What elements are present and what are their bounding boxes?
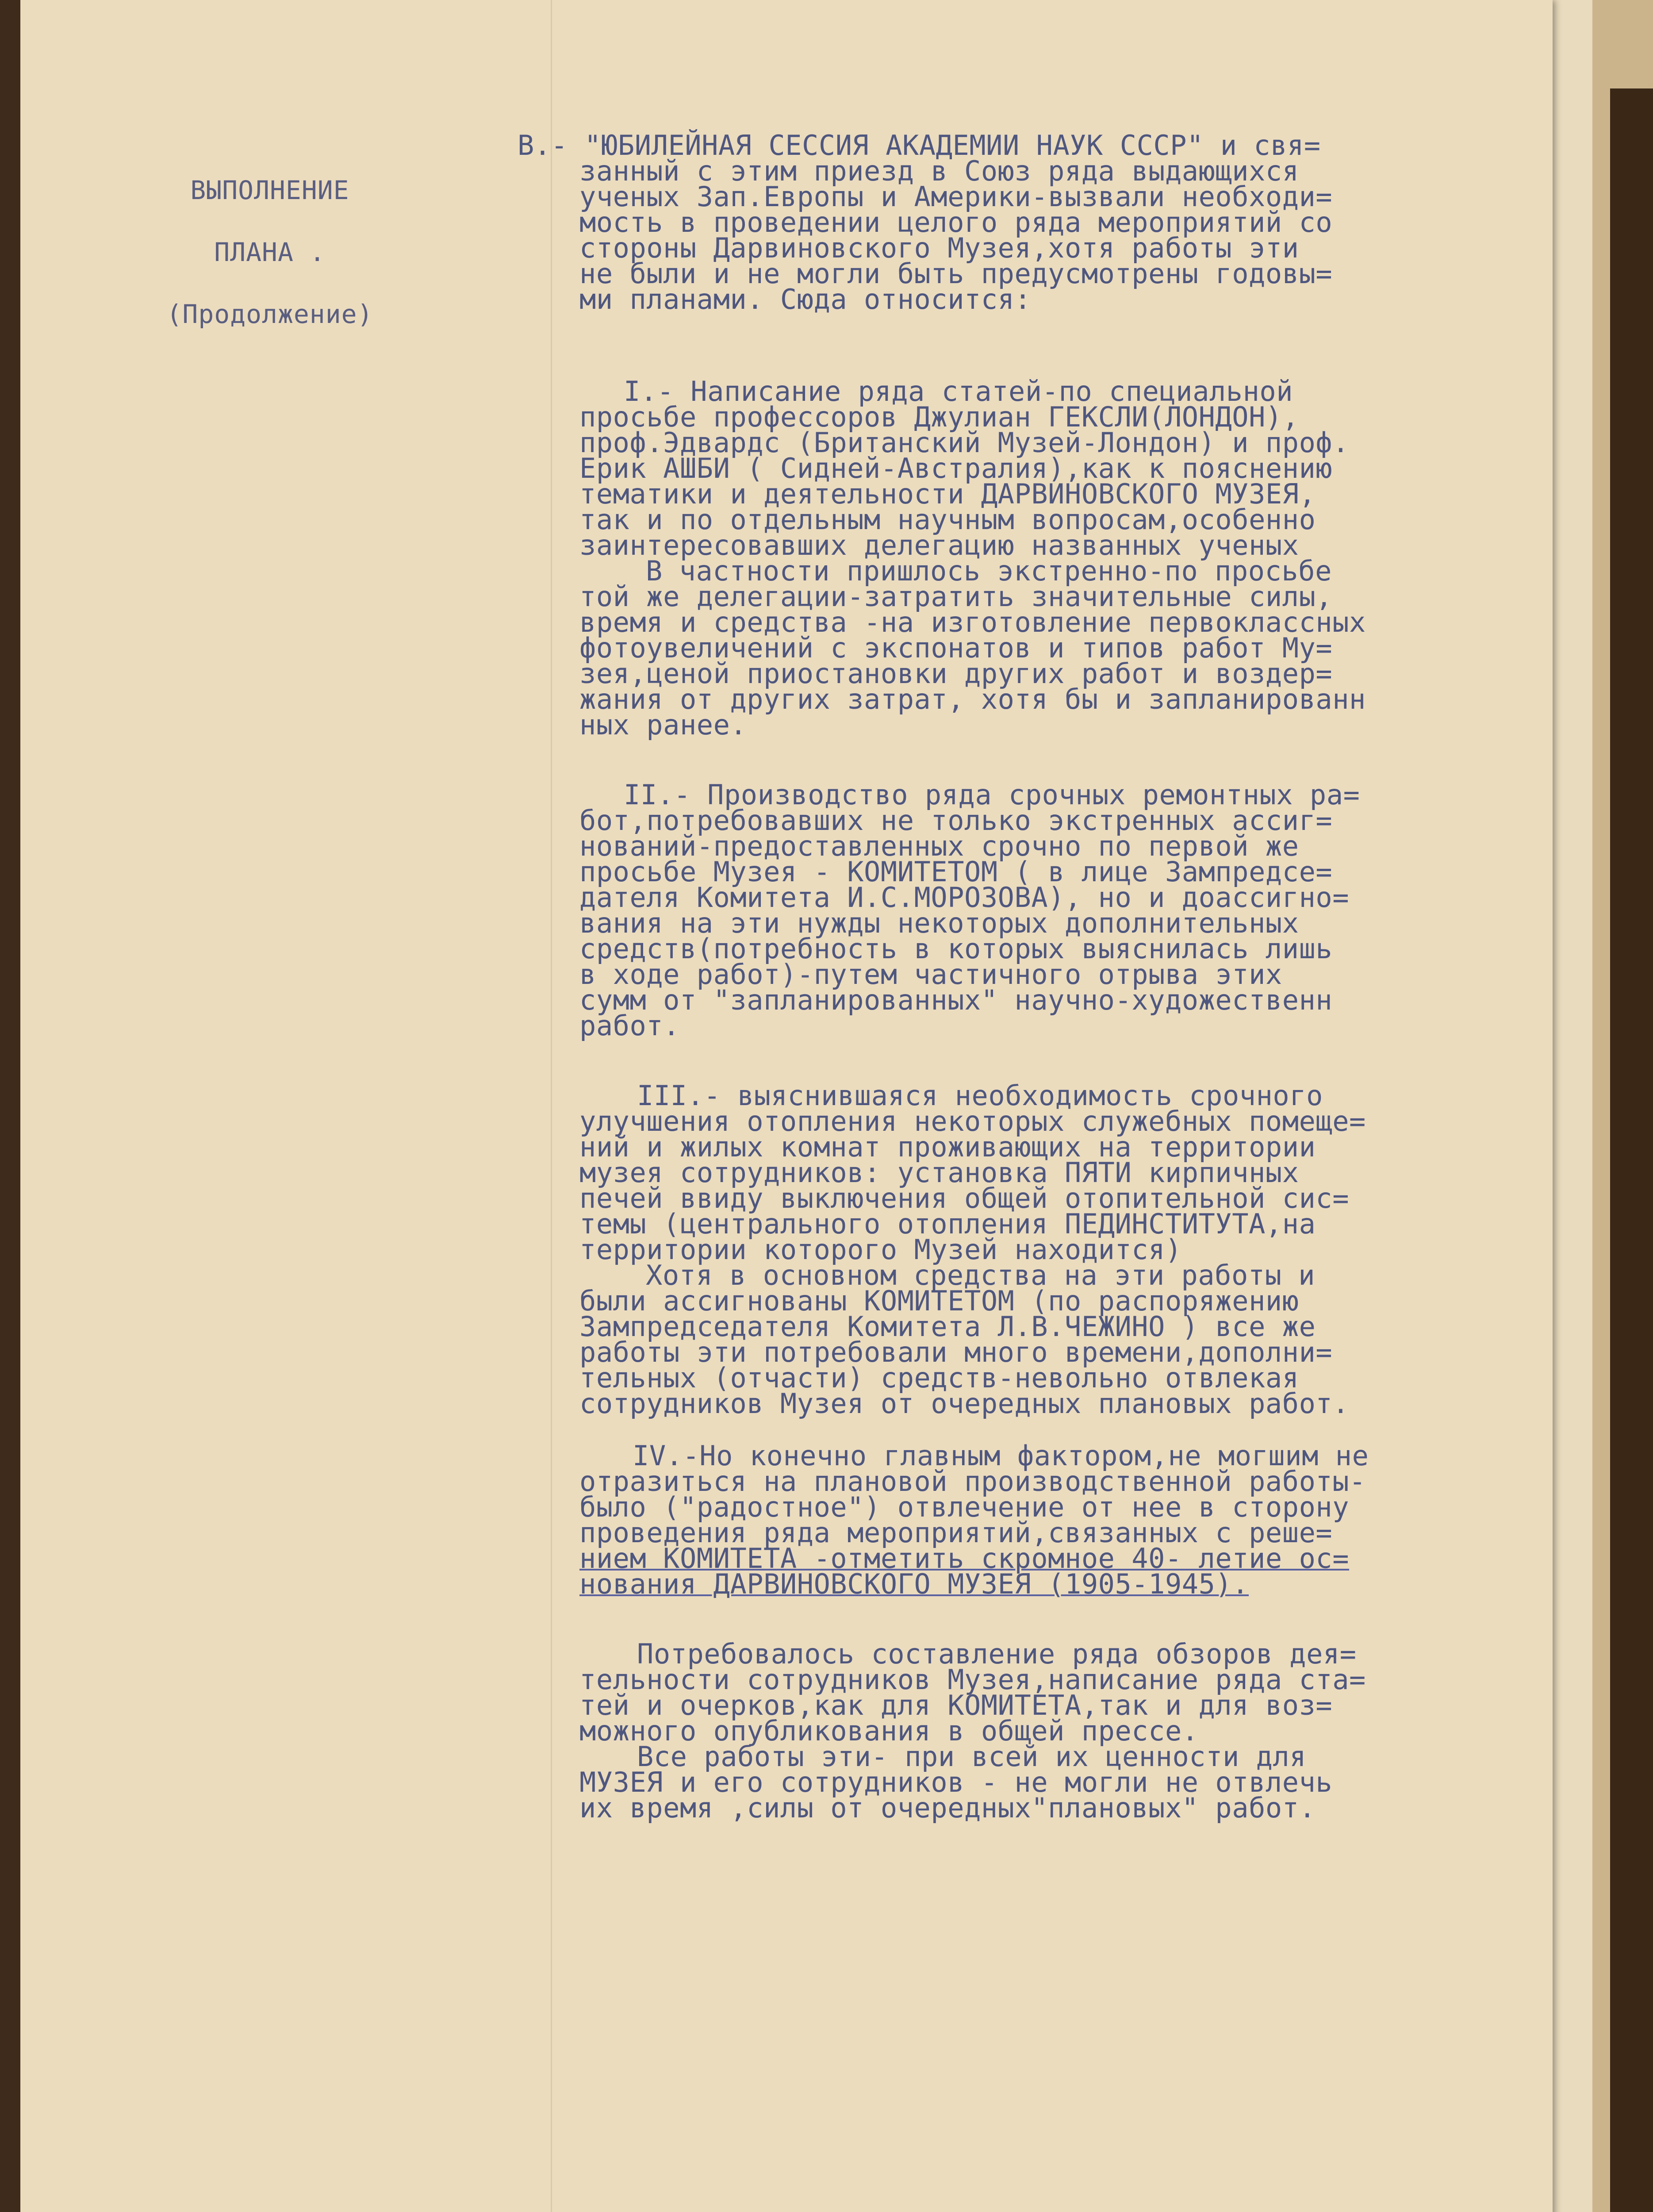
text-line: сотрудников Музея от очередных плановых работ.	[579, 1387, 1350, 1420]
text-line: ний и жилых комнат проживающих на территории	[579, 1131, 1316, 1163]
text-line: тельных (отчасти) средств-невольно отвлекая	[579, 1362, 1299, 1394]
text-line: ми планами. Сюда относится:	[579, 283, 1032, 315]
underlined-text-line: нования ДАРВИНОВСКОГО МУЗЕЯ (1905-1945).	[579, 1568, 1249, 1600]
text-line: той же делегации-затратить значительные силы,	[579, 580, 1333, 613]
intro-paragraph	[518, 129, 1504, 315]
text-line: IV.-Но конечно главным фактором,не могшим не	[633, 1440, 1369, 1472]
text-line: нований-предоставленных срочно по первой же	[579, 830, 1299, 862]
margin-heading-line: (Продолжение)	[166, 299, 373, 329]
binding-edge	[0, 0, 20, 2212]
text-line: проф.Эдвардс (Британский Музей-Лондон) и проф.	[579, 426, 1350, 459]
text-line: темы (центрального отопления ПЕДИНСТИТУТА,на	[579, 1208, 1316, 1240]
text-line: III.- выяснившаяся необходимость срочного	[637, 1079, 1323, 1112]
text-line: Потребовалось составление ряда обзоров дея=	[637, 1638, 1357, 1670]
text-line: тей и очерков,как для КОМИТЕТА,так и для воз=	[579, 1689, 1333, 1721]
text-line: было ("радостное") отвлечение от нее в сторону	[579, 1491, 1350, 1523]
text-line: были ассигнованы КОМИТЕТОМ (по распоряжению	[579, 1285, 1299, 1317]
folder-gap	[1610, 88, 1653, 2212]
text-line: B.- "ЮБИЛЕЙНАЯ СЕССИЯ АКАДЕМИИ НАУК СССР" и свя=	[518, 129, 1321, 161]
text-line: МУЗЕЯ и его сотрудников - не могли не отвлечь	[579, 1766, 1333, 1798]
text-line: ных ранее.	[579, 709, 747, 741]
text-line: стороны Дарвиновского Музея,хотя работы эти	[579, 232, 1299, 264]
text-line: в ходе работ)-путем частичного отрыва этих	[579, 958, 1282, 991]
section-4	[518, 1440, 1504, 1600]
text-line: время и средства -на изготовление первоклассных	[579, 606, 1366, 638]
text-line: мость в проведении целого ряда мероприятий со	[579, 206, 1333, 238]
text-line: жания от других затрат, хотя бы и запланированн	[579, 683, 1366, 715]
margin-heading-line: ПЛАНА .	[214, 237, 326, 267]
text-line: вания на эти нужды некоторых дополнительных	[579, 907, 1299, 939]
text-line: просьбе Музея - КОМИТЕТОМ ( в лице Зампредсе=	[579, 856, 1333, 888]
text-line: просьбе профессоров Джулиан ГЕКСЛИ(ЛОНДОН),	[579, 401, 1299, 433]
text-line: Хотя в основном средства на эти работы и	[646, 1259, 1315, 1291]
text-line: II.- Производство ряда срочных ремонтных ра=	[624, 779, 1360, 811]
text-line: работы эти потребовали много времени,дополни=	[579, 1336, 1333, 1368]
text-line: можного опубликования в общей прессе.	[579, 1715, 1199, 1747]
section-2	[518, 779, 1504, 1042]
underlined-text-line: нием КОМИТЕТА -отметить скромное 40- летие ос=	[579, 1542, 1350, 1575]
text-line: дателя Комитета И.С.МОРОЗОВА), но и доассигно=	[579, 881, 1350, 914]
text-line: средств(потребность в которых выяснилась лишь	[579, 933, 1333, 965]
text-line: музея сотрудников: установка ПЯТИ кирпичных	[579, 1156, 1299, 1189]
text-line: так и по отдельным научным вопросам,особенно	[579, 503, 1316, 536]
text-line: Ерик АШБИ ( Сидней-Австралия),как к пояснению	[579, 452, 1333, 484]
text-line: Все работы эти- при всей их ценности для	[637, 1740, 1307, 1773]
section-1	[518, 375, 1504, 741]
text-line: улучшения отопления некоторых служебных помеще=	[579, 1105, 1366, 1137]
text-line: В частности пришлось экстренно-по просьбе	[646, 555, 1332, 587]
text-line: территории которого Музей находится)	[579, 1233, 1182, 1266]
text-line: ученых Зап.Европы и Америки-вызвали необходи=	[579, 180, 1333, 213]
text-line: работ.	[579, 1010, 680, 1042]
text-line: I.- Написание ряда статей-по специальной	[624, 375, 1293, 407]
text-line: занный с этим приезд в Союз ряда выдающихся	[579, 155, 1299, 187]
margin-heading	[115, 159, 425, 345]
text-line: заинтересовавших делегацию названных ученых	[579, 529, 1299, 561]
section-3	[518, 1079, 1504, 1420]
closing-paragraph	[518, 1638, 1504, 1824]
text-line: сумм от "запланированных" научно-художественн	[579, 984, 1333, 1016]
text-line: печей ввиду выключения общей отопительной сис=	[579, 1182, 1350, 1214]
text-line: отразиться на плановой производственной работы-	[579, 1465, 1366, 1498]
text-line: тельности сотрудников Музея,написание ряда ста=	[579, 1663, 1366, 1696]
text-line: бот,потребовавших не только экстренных ассиг=	[579, 804, 1333, 837]
text-line: проведения ряда мероприятий,связанных с реше=	[579, 1517, 1333, 1549]
text-line: не были и не могли быть предусмотрены годовы=	[579, 257, 1333, 290]
text-line: зея,ценой приостановки других работ и воздер=	[579, 657, 1333, 690]
text-line: их время ,силы от очередных"плановых" работ.	[579, 1792, 1316, 1824]
text-line: Зампредседателя Комитета Л.В.ЧЕЖИНО ) все же	[579, 1310, 1316, 1343]
body-text	[518, 129, 1504, 1824]
text-line: фотоувеличений с экспонатов и типов работ Му=	[579, 632, 1333, 664]
margin-heading-line: ВЫПОЛНЕНИЕ	[190, 175, 349, 205]
text-line: тематики и деятельности ДАРВИНОВСКОГО МУЗЕЯ,	[579, 478, 1316, 510]
